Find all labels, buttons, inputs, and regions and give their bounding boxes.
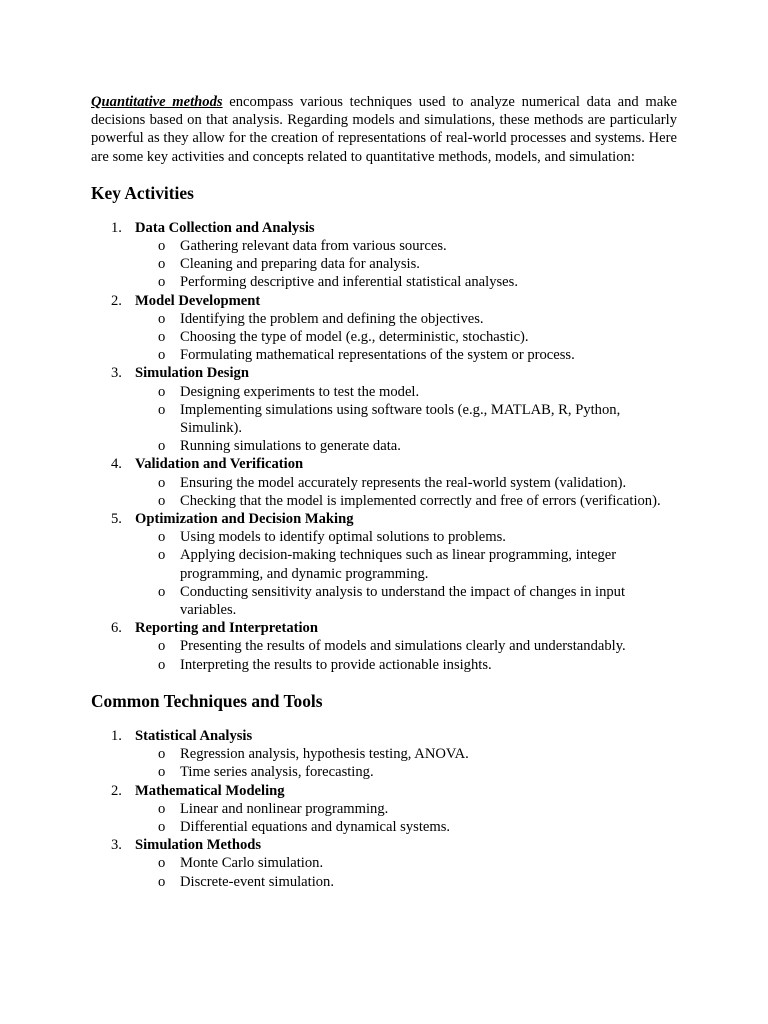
item-title: Statistical Analysis bbox=[135, 727, 253, 744]
key-activities-list bbox=[91, 219, 677, 674]
sub-list bbox=[135, 637, 677, 673]
item-number: 3. bbox=[111, 365, 122, 382]
common-techniques-list bbox=[91, 727, 677, 891]
intro-term: Quantitative methods bbox=[91, 94, 223, 110]
circle-bullet-icon: o bbox=[158, 583, 166, 600]
list-item bbox=[91, 292, 677, 365]
sub-item-text: Performing descriptive and inferential statistical analyses. bbox=[180, 274, 518, 291]
circle-bullet-icon: o bbox=[158, 347, 166, 364]
circle-bullet-icon: o bbox=[158, 529, 166, 546]
sub-list bbox=[135, 800, 677, 836]
list-item bbox=[91, 619, 677, 674]
circle-bullet-icon: o bbox=[158, 818, 166, 835]
circle-bullet-icon: o bbox=[158, 438, 166, 455]
sub-item-text: Gathering relevant data from various sources. bbox=[180, 238, 447, 255]
sub-item-text: Formulating mathematical representations of the system or process. bbox=[180, 347, 575, 364]
sub-list-item bbox=[135, 873, 677, 891]
sub-item-text: Implementing simulations using software tools (e.g., MATLAB, R, Python, Simulink). bbox=[180, 401, 621, 437]
item-title: Mathematical Modeling bbox=[135, 782, 285, 799]
item-number: 2. bbox=[111, 782, 122, 799]
item-title: Simulation Design bbox=[135, 365, 249, 382]
item-title: Model Development bbox=[135, 292, 261, 309]
sub-list-item bbox=[135, 310, 677, 328]
sub-item-text: Monte Carlo simulation. bbox=[180, 855, 324, 872]
sub-list-item bbox=[135, 237, 677, 255]
list-item bbox=[91, 219, 677, 292]
circle-bullet-icon: o bbox=[158, 746, 166, 763]
sub-list-item bbox=[135, 800, 677, 818]
circle-bullet-icon: o bbox=[158, 547, 166, 564]
intro-text: encompass various techniques used to analyze numerical data and make decisions based on that analysis. Regarding models and simulations, these methods are particularly powerful as they allow for the creation of representations of real-world processes and systems. Here are some key activities and concepts related to quantitative methods, models, and simulation: bbox=[91, 94, 678, 165]
item-title: Optimization and Decision Making bbox=[135, 511, 354, 528]
sub-item-text: Applying decision-making techniques such as linear programming, integer programming, and dynamic programming. bbox=[180, 547, 617, 582]
circle-bullet-icon: o bbox=[158, 474, 166, 491]
circle-bullet-icon: o bbox=[158, 329, 166, 346]
list-item bbox=[91, 510, 677, 619]
sub-list-item bbox=[135, 656, 677, 674]
sub-list-item bbox=[135, 437, 677, 455]
sub-list-item bbox=[135, 546, 677, 582]
item-title: Validation and Verification bbox=[135, 456, 304, 473]
sub-item-text: Discrete-event simulation. bbox=[180, 873, 334, 890]
sub-list-item bbox=[135, 583, 677, 619]
sub-list-item bbox=[135, 528, 677, 546]
sub-list bbox=[135, 310, 677, 365]
sub-list-item bbox=[135, 383, 677, 401]
section-heading-common-techniques: Common Techniques and Tools bbox=[91, 690, 323, 711]
sub-list bbox=[135, 474, 677, 510]
list-item bbox=[91, 455, 677, 510]
sub-list-item bbox=[135, 474, 677, 492]
sub-list bbox=[135, 854, 677, 890]
item-number: 1. bbox=[111, 219, 122, 236]
circle-bullet-icon: o bbox=[158, 383, 166, 400]
circle-bullet-icon: o bbox=[158, 656, 166, 673]
section-heading-key-activities: Key Activities bbox=[91, 182, 194, 203]
item-number: 6. bbox=[111, 620, 122, 637]
sub-item-text: Differential equations and dynamical systems. bbox=[180, 818, 451, 835]
sub-item-text: Conducting sensitivity analysis to understand the impact of changes in input variables. bbox=[180, 583, 626, 619]
item-title: Data Collection and Analysis bbox=[135, 219, 315, 236]
sub-item-text: Regression analysis, hypothesis testing, ANOVA. bbox=[180, 746, 469, 763]
sub-list-item bbox=[135, 854, 677, 872]
sub-item-text: Choosing the type of model (e.g., deterministic, stochastic). bbox=[180, 329, 529, 346]
sub-list-item bbox=[135, 745, 677, 763]
circle-bullet-icon: o bbox=[158, 764, 166, 781]
item-title: Reporting and Interpretation bbox=[135, 620, 318, 637]
sub-list-item bbox=[135, 273, 677, 291]
sub-list-item bbox=[135, 255, 677, 273]
sub-list bbox=[135, 383, 677, 456]
circle-bullet-icon: o bbox=[158, 855, 166, 872]
sub-item-text: Cleaning and preparing data for analysis. bbox=[180, 256, 420, 273]
sub-item-text: Presenting the results of models and simulations clearly and understandably. bbox=[180, 638, 626, 655]
list-item bbox=[91, 727, 677, 782]
circle-bullet-icon: o bbox=[158, 401, 166, 418]
sub-item-text: Interpreting the results to provide actionable insights. bbox=[180, 656, 492, 673]
circle-bullet-icon: o bbox=[158, 238, 166, 255]
list-item bbox=[91, 836, 677, 891]
sub-item-text: Using models to identify optimal solutions to problems. bbox=[180, 529, 506, 546]
circle-bullet-icon: o bbox=[158, 310, 166, 327]
circle-bullet-icon: o bbox=[158, 492, 166, 509]
sub-list-item bbox=[135, 763, 677, 781]
circle-bullet-icon: o bbox=[158, 638, 166, 655]
sub-item-text: Ensuring the model accurately represents the real-world system (validation). bbox=[180, 474, 627, 491]
sub-item-text: Identifying the problem and defining the objectives. bbox=[180, 310, 484, 327]
sub-list-item bbox=[135, 637, 677, 655]
item-number: 3. bbox=[111, 837, 122, 854]
sub-item-text: Linear and nonlinear programming. bbox=[180, 800, 389, 817]
sub-list-item bbox=[135, 346, 677, 364]
sub-item-text: Time series analysis, forecasting. bbox=[180, 764, 374, 781]
list-item bbox=[91, 364, 677, 455]
item-number: 2. bbox=[111, 292, 122, 309]
document-page bbox=[91, 93, 677, 891]
item-number: 4. bbox=[111, 456, 122, 473]
sub-list-item bbox=[135, 818, 677, 836]
sub-list-item bbox=[135, 492, 677, 510]
sub-list bbox=[135, 528, 677, 619]
sub-item-text: Running simulations to generate data. bbox=[180, 438, 401, 455]
circle-bullet-icon: o bbox=[158, 873, 166, 890]
sub-item-text: Designing experiments to test the model. bbox=[180, 383, 420, 400]
circle-bullet-icon: o bbox=[158, 256, 166, 273]
item-number: 1. bbox=[111, 727, 122, 744]
sub-list-item bbox=[135, 328, 677, 346]
sub-item-text: Checking that the model is implemented correctly and free of errors (verification). bbox=[180, 492, 661, 509]
item-title: Simulation Methods bbox=[135, 837, 262, 854]
sub-list bbox=[135, 237, 677, 292]
circle-bullet-icon: o bbox=[158, 800, 166, 817]
list-item bbox=[91, 782, 677, 837]
circle-bullet-icon: o bbox=[158, 274, 166, 291]
sub-list bbox=[135, 745, 677, 781]
item-number: 5. bbox=[111, 511, 122, 528]
sub-list-item bbox=[135, 401, 677, 437]
intro-paragraph bbox=[91, 93, 677, 166]
